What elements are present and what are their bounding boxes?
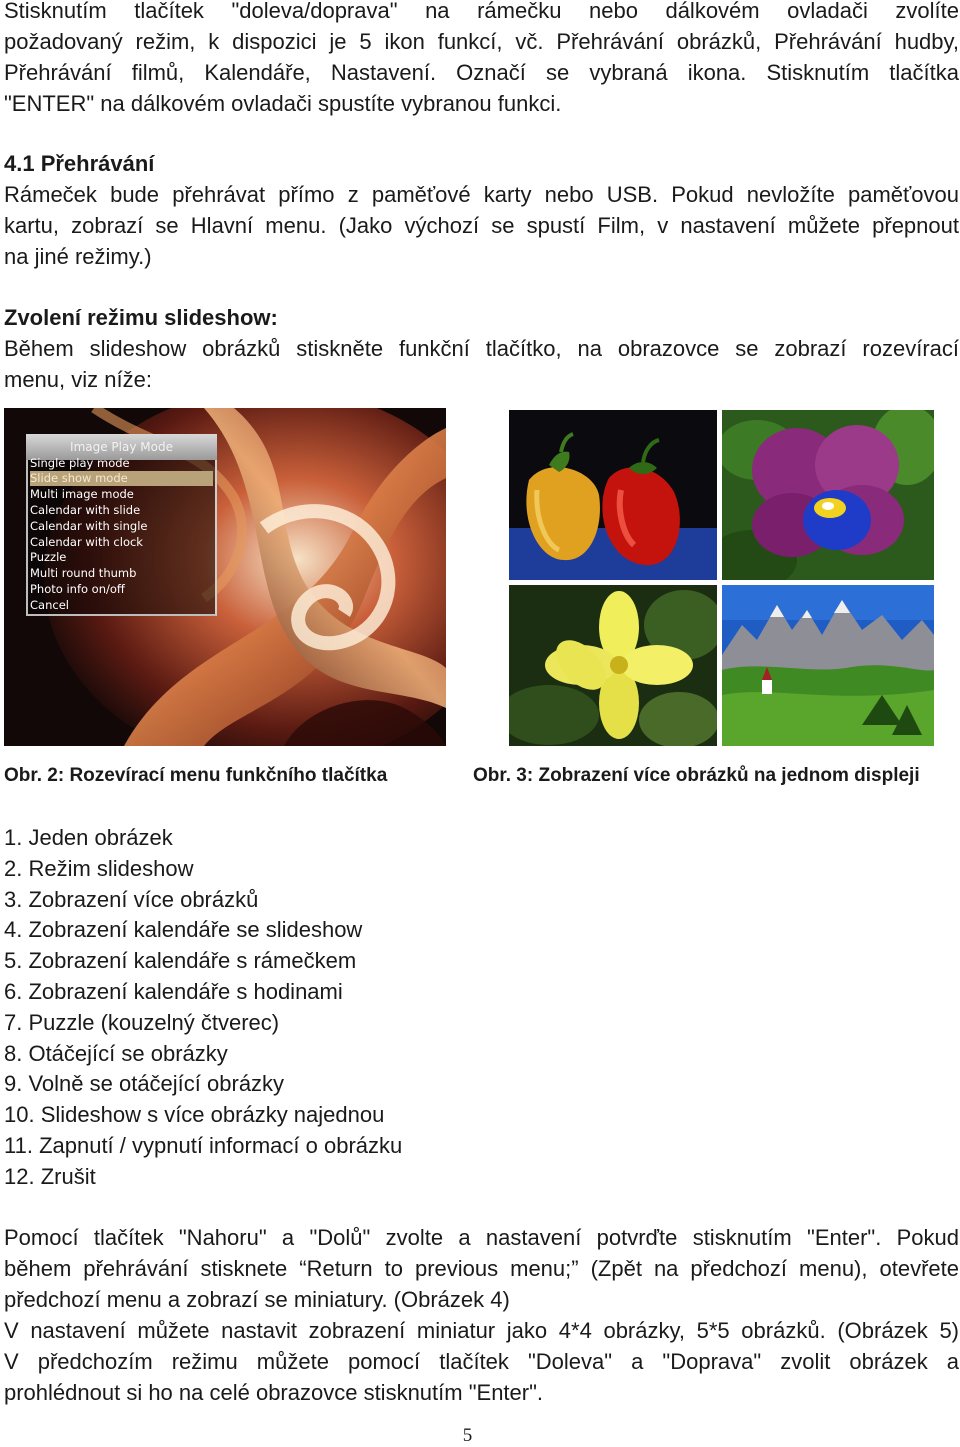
list-item: 12. Zrušit	[4, 1163, 96, 1189]
figure-menu-screenshot	[4, 408, 446, 746]
section-heading: 4.1 Přehrávání	[4, 151, 155, 176]
intro-paragraph	[4, 0, 959, 119]
closing-line: prohlédnout si ho na celé obrazovce stisknutím "Enter".	[4, 1380, 544, 1405]
caption-figure-2: Obr. 2: Rozevírací menu funkčního tlačítka	[4, 765, 388, 786]
section-line: menu, viz níže:	[4, 367, 152, 392]
list-item: 7. Puzzle (kouzelný čtverec)	[4, 1009, 280, 1035]
menu-item[interactable]: Calendar with single	[30, 519, 148, 533]
closing-line: V předchozím režimu můžete pomocí tlačítek "Doleva" a "Doprava" zvolit obrázek a	[4, 1349, 959, 1374]
menu-title: Image Play Mode	[26, 434, 217, 460]
menu-item[interactable]: Calendar with clock	[30, 535, 143, 549]
grid-image-yellow-flower	[509, 585, 717, 746]
list-item: 11. Zapnutí / vypnutí informací o obrázku	[4, 1132, 403, 1158]
page-number: 5	[462, 1425, 473, 1446]
menu-item[interactable]: Photo info on/off	[30, 582, 125, 596]
menu-item[interactable]: Puzzle	[30, 550, 67, 564]
section-line: kartu, zobrazí se Hlavní menu. (Jako výchozí se spustí Film, v nastavení můžete přepnout	[4, 213, 959, 238]
menu-item[interactable]: Cancel	[30, 598, 69, 612]
grid-image-peppers	[509, 410, 717, 580]
section-heading: Zvolení režimu slideshow:	[4, 305, 278, 330]
list-item: 3. Zobrazení více obrázků	[4, 886, 259, 912]
intro-line: "ENTER" na dálkovém ovladači spustíte vybranou funkci.	[4, 91, 562, 116]
menu-item[interactable]: Multi round thumb	[30, 566, 137, 580]
slideshow-section	[4, 302, 959, 395]
menu-item[interactable]: Multi image mode	[30, 487, 134, 501]
closing-line: během přehrávání stisknete “Return to previous menu;” (Zpět na předchozí menu), otevřete	[4, 1256, 959, 1281]
caption-figure-3: Obr. 3: Zobrazení více obrázků na jednom displeji	[473, 765, 920, 786]
grid-image-pansy	[722, 410, 934, 580]
section-line: na jiné režimy.)	[4, 244, 152, 269]
closing-line: předchozí menu a zobrazí se miniatury. (Obrázek 4)	[4, 1287, 510, 1312]
intro-line: Stisknutím tlačítek "doleva/doprava" na rámečku nebo dálkovém ovladači zvolíte	[4, 0, 959, 23]
menu-item[interactable]: Calendar with slide	[30, 503, 141, 517]
closing-line: Pomocí tlačítek "Nahoru" a "Dolů" zvolte a nastavení potvrďte stisknutím "Enter". Pokud	[4, 1225, 959, 1250]
section-line: Rámeček bude přehrávat přímo z paměťové karty nebo USB. Pokud nevložíte paměťovou	[4, 182, 959, 207]
closing-line: V nastavení můžete nastavit zobrazení miniatur jako 4*4 obrázky, 5*5 obrázků. (Obrázek 5)	[4, 1318, 959, 1343]
menu-item-selected[interactable]: Slide show mode	[30, 471, 213, 486]
closing-paragraph	[4, 1222, 959, 1408]
intro-line: Přehrávání filmů, Kalendáře, Nastavení. Označí se vybraná ikona. Stisknutím tlačítka	[4, 60, 959, 85]
section-4-1	[4, 148, 959, 272]
list-item: 5. Zobrazení kalendáře s rámečkem	[4, 948, 357, 974]
list-item: 2. Režim slideshow	[4, 855, 194, 881]
list-item: 10. Slideshow s více obrázky najednou	[4, 1102, 385, 1128]
list-item: 4. Zobrazení kalendáře se slideshow	[4, 917, 363, 943]
list-item: 9. Volně se otáčející obrázky	[4, 1071, 285, 1097]
list-item: 8. Otáčející se obrázky	[4, 1040, 228, 1066]
section-line: Během slideshow obrázků stiskněte funkční tlačítko, na obrazovce se zobrazí rozevírací	[4, 336, 959, 361]
list-item: 1. Jeden obrázek	[4, 825, 173, 850]
modes-list	[4, 823, 402, 1193]
intro-line: požadovaný režim, k dispozici je 5 ikon funkcí, vč. Přehrávání obrázků, Přehrávání hudby,	[4, 29, 959, 54]
menu-item[interactable]: Single play mode	[30, 456, 130, 470]
figure-multi-image-grid	[509, 410, 934, 746]
grid-image-mountains	[722, 585, 934, 746]
list-item: 6. Zobrazení kalendáře s hodinami	[4, 978, 343, 1004]
